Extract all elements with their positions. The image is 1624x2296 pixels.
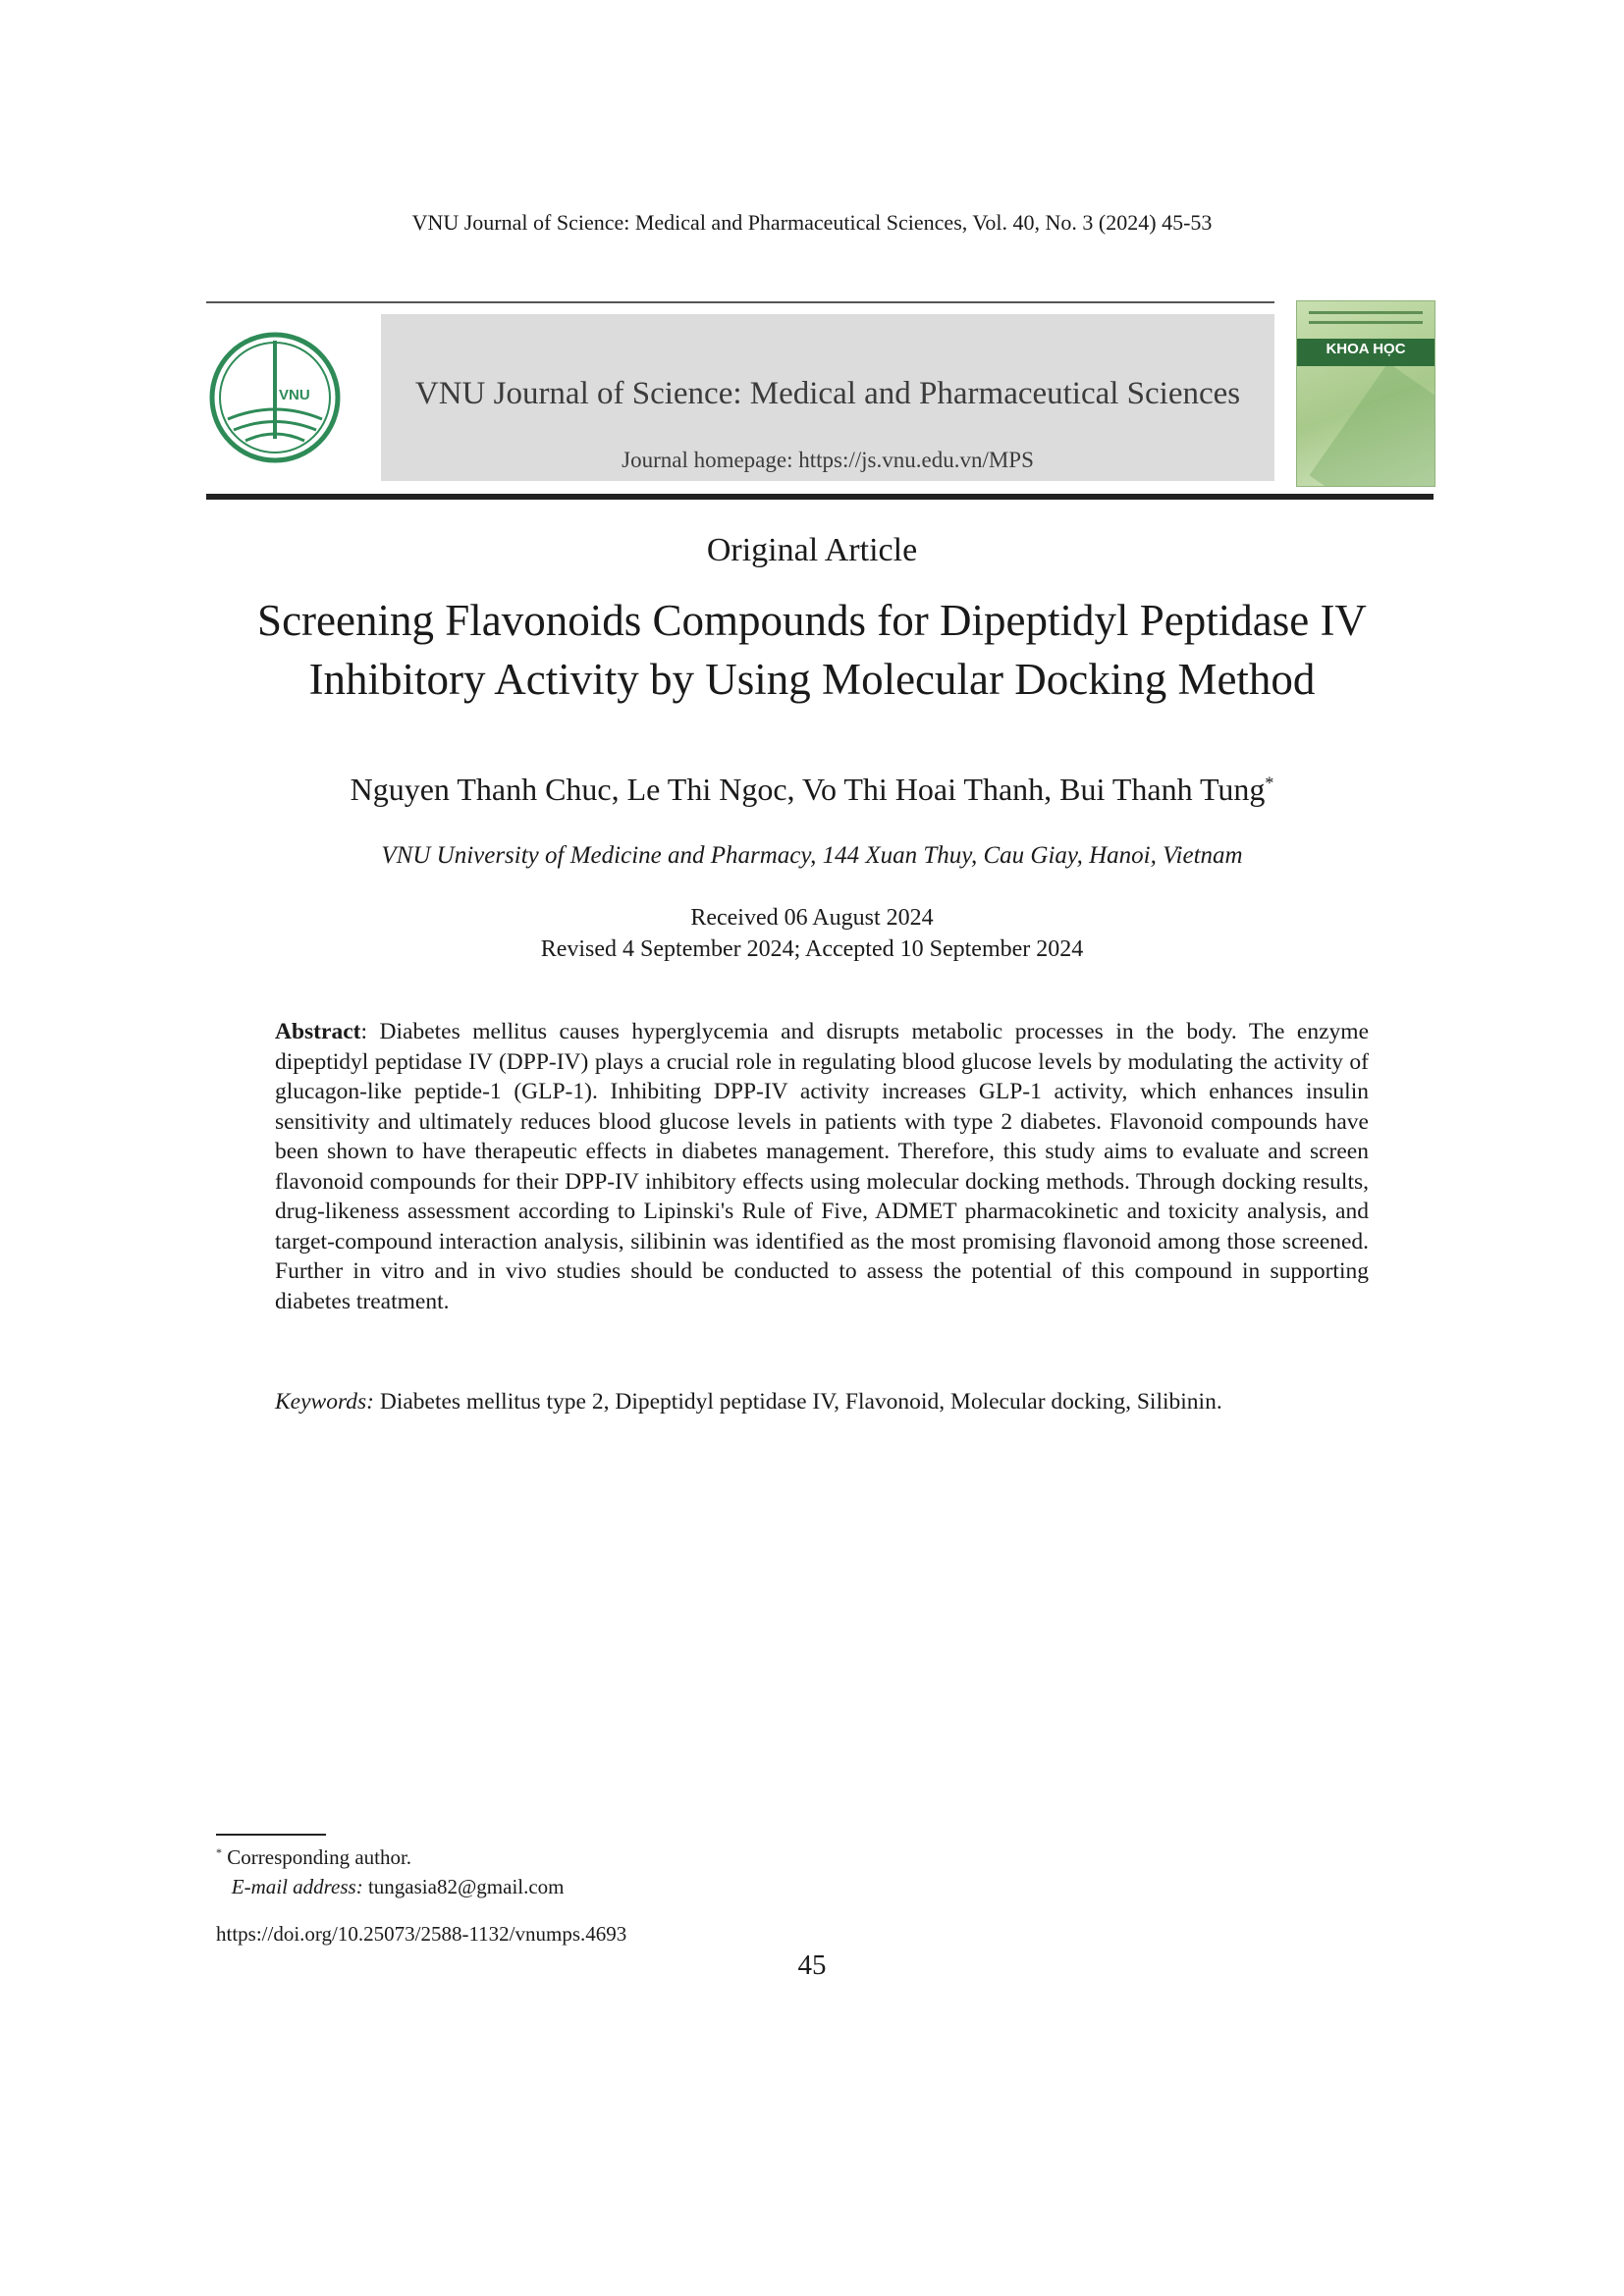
received-date: Received 06 August 2024	[690, 905, 934, 931]
vnu-logo-icon	[206, 329, 344, 466]
footnote-corresponding-text: Corresponding author.	[222, 1845, 412, 1869]
footnote-rule	[216, 1834, 326, 1836]
title-line-2: Inhibitory Activity by Using Molecular Docking Method	[308, 655, 1316, 704]
title-line-1: Screening Flavonoids Compounds for Dipeptidyl Peptidase IV	[257, 596, 1367, 645]
article-type: Original Article	[706, 532, 918, 568]
logo-text: VNU	[279, 387, 310, 403]
email-label: E-mail address:	[231, 1875, 363, 1898]
footnote-email	[216, 1875, 565, 1899]
banner-homepage: Journal homepage: https://js.vnu.edu.vn/MPS	[622, 448, 1034, 472]
authors	[0, 772, 1624, 808]
cover-label: KHOA HỌC	[1326, 341, 1406, 357]
email-address[interactable]: tungasia82@gmail.com	[362, 1875, 565, 1898]
keywords	[275, 1387, 1369, 1416]
footnote-mark: *	[216, 1845, 222, 1859]
keywords-text: Diabetes mellitus type 2, Dipeptidyl peptidase IV, Flavonoid, Molecular docking, Silibinin.	[373, 1389, 1222, 1415]
journal-cover-image	[1296, 300, 1435, 487]
article-title	[147, 591, 1477, 709]
banner-bottom-rule	[206, 494, 1434, 500]
affiliation: VNU University of Medicine and Pharmacy, 144 Xuan Thuy, Cau Giay, Hanoi, Vietnam	[381, 842, 1243, 869]
footnote-corresponding	[216, 1845, 411, 1870]
corresponding-mark: *	[1265, 773, 1274, 793]
cover-decoration	[1310, 363, 1435, 487]
cover-line	[1309, 311, 1423, 314]
banner-top-rule	[206, 301, 1274, 303]
abstract-label: Abstract	[275, 1019, 361, 1044]
running-header: VNU Journal of Science: Medical and Pharmaceutical Sciences, Vol. 40, No. 3 (2024) 45-53	[411, 210, 1213, 235]
author-list: Nguyen Thanh Chuc, Le Thi Ngoc, Vo Thi Hoai Thanh, Bui Thanh Tung	[350, 772, 1266, 807]
doi-link[interactable]: https://doi.org/10.25073/2588-1132/vnumps.4693	[216, 1922, 627, 1946]
keywords-label: Keywords:	[275, 1389, 374, 1415]
page-number: 45	[797, 1949, 827, 1981]
revised-accepted-date: Revised 4 September 2024; Accepted 10 September 2024	[540, 936, 1084, 962]
banner-journal-name: VNU Journal of Science: Medical and Pharmaceutical Sciences	[414, 376, 1241, 411]
abstract	[275, 1017, 1369, 1316]
abstract-text: : Diabetes mellitus causes hyperglycemia and disrupts metabolic processes in the body. The enzyme dipeptidyl peptidase IV (DPP-IV) plays a crucial role in regulating blood glucose levels by modulating the activity of glucagon-like peptide-1 (GLP-1). Inhibiting DPP-IV activity increases GLP-1 activity, which enhances insulin sensitivity and ultimately reduces blood glucose levels in patients with type 2 diabetes. Flavonoid compounds have been shown to have therapeutic effects in diabetes management. Therefore, this study aims to evaluate and screen flavonoid compounds for their DPP-IV inhibitory effects using molecular docking methods. Through docking results, drug-likeness assessment according to Lipinski's Rule of Five, ADMET pharmacokinetic and toxicity analysis, and target-compound interaction analysis, silibinin was identified as the most promising flavonoid among those screened. Further in vitro and in vivo studies should be conducted to assess the potential of this compound in supporting diabetes treatment.	[275, 1019, 1369, 1314]
cover-line	[1309, 321, 1423, 324]
